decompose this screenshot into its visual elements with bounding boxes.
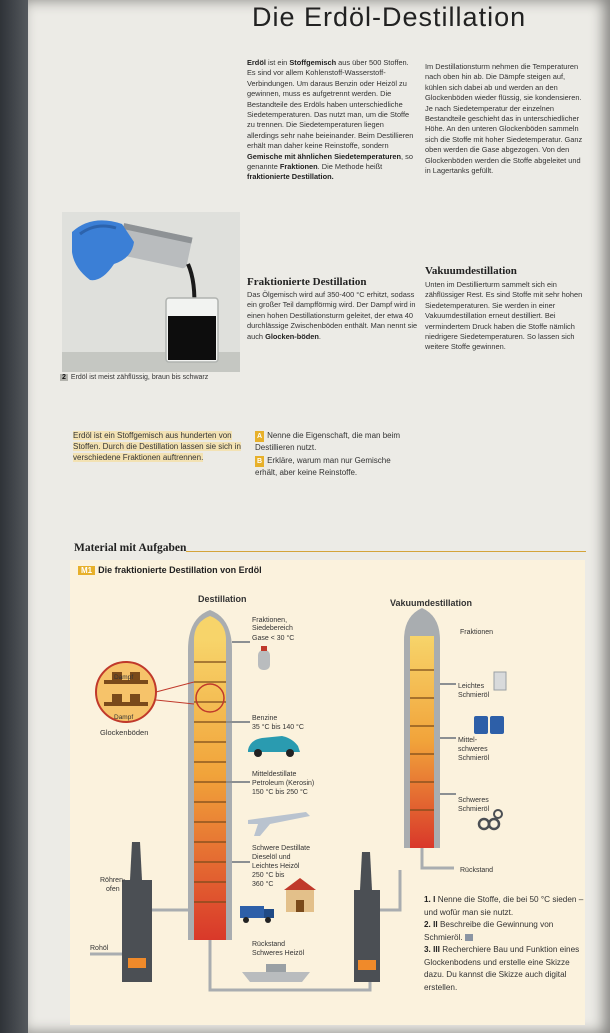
glockenboeden-label: Glockenböden — [100, 728, 149, 737]
intro-bold-fraktionen: Fraktionen — [279, 162, 318, 172]
ship-icon — [242, 964, 310, 982]
intro-bold-erdoel: Erdöl — [247, 58, 266, 67]
schwer-label-3: Leichtes Heizöl — [252, 863, 300, 870]
intro-bold-method: fraktionierte Destillation. — [247, 172, 334, 182]
gase-label: Gase < 30 °C — [252, 635, 295, 642]
caption-text: Erdöl ist meist zähflüssig, braun bis schwarz — [70, 374, 209, 381]
question-2 — [424, 919, 584, 944]
barrel-icon — [474, 716, 504, 734]
question-list — [424, 894, 584, 994]
schwer-label-1: Schwere Destillate — [252, 845, 310, 852]
roehrenofen-label-1: Röhren- — [100, 877, 126, 884]
intro-bold-gemische: Gemische mit ähnlichen Siedetemperaturen — [247, 151, 402, 161]
material-divider — [186, 551, 586, 552]
m1-tag: M1 — [78, 566, 95, 575]
vakuum-column — [404, 608, 440, 848]
gas-bottle-icon — [258, 646, 270, 670]
destillation-title: Destillation — [198, 594, 247, 604]
intro-part: , so genannte — [247, 151, 413, 172]
rueckstand-label-2: Schweres Heizöl — [252, 950, 305, 957]
media-icon — [465, 934, 473, 941]
task-b-text: Erkläre, warum man nur Gemische erhält, aber keine Reinstoffe. — [255, 456, 391, 477]
question-3-text: Recherchiere Bau und Funktion eines Glockenbodens und erstelle eine Skizze dazu. Du kannst die Skizze auch digital erstellen. — [424, 945, 580, 992]
mittel-label-3: 150 °C bis 250 °C — [252, 789, 308, 796]
oil-photo — [62, 212, 240, 372]
intro-tasks — [255, 430, 415, 478]
intro-bold-stoffgemisch: Stoffgemisch — [289, 58, 337, 67]
question-1-number: 1. — [424, 895, 431, 904]
oil-photo-illustration — [62, 212, 240, 372]
vakuum-ofen — [354, 852, 380, 982]
heading-vakuum: Vakuumdestillation — [425, 265, 517, 277]
mittel-s-label-1: Mittel- — [458, 737, 478, 744]
schwer-label-2: Dieselöl und — [252, 854, 291, 861]
vak-rueckstand-label: Rückstand — [460, 867, 494, 874]
summary-text: Erdöl ist ein Stoffgemisch aus hunderten von Stoffen. Durch die Destillation lassen sie sich in verschiedene Fraktionen auftrennen. — [73, 431, 241, 462]
material-heading: Material mit Aufgaben — [74, 542, 187, 554]
siedebereich-header: Siedebereich — [252, 625, 293, 632]
fraktionierte-part: . — [318, 331, 321, 341]
task-a — [255, 430, 415, 453]
dampf-label-2: Dampf — [114, 714, 134, 721]
fraktionierte-part: Das Ölgemisch wird auf 350-400 °C erhitzt, sodass ein großer Teil dampfförmig wird. Der Dampf wird in einen hohen Destillationsturm geleitet, der etwa 40 durchlässige Zwischenböden enthält. Man nennt sie auch — [247, 290, 418, 341]
schwer-label-4: 250 °C bis — [252, 872, 285, 879]
leichtes-label-1: Leichtes — [458, 683, 485, 690]
main-column — [188, 610, 232, 940]
house-icon — [284, 878, 316, 912]
vakuum-title: Vakuumdestillation — [390, 598, 473, 608]
roehrenofen-label-2: ofen — [106, 886, 120, 893]
question-2-text: Beschreibe die Gewinnung von Schmieröl. — [424, 920, 554, 942]
task-b-tag: B — [257, 458, 263, 465]
leichtes-label-2: Schmieröl — [458, 692, 490, 699]
rueckstand-label-1: Rückstand — [252, 941, 286, 948]
column2-text: Im Destillationsturm nehmen die Temperaturen nach oben hin ab. Die Dämpfe steigen auf, kühlen sich dabei ab und werden an den Glockenböden wieder flüssig, sie kondensieren. Je nach Siedetemperatur der einzelnen Bestandteile geschieht das in unterschiedlicher Höhe. An den unteren Glockenböden sammeln sich die Stoffe mit hoher Siedetemperatur. Ganz oben werden die Gase abgezogen. Von den Glockenböden werden die Stoffe abgeleitet und in Lagertanks gefüllt. — [425, 62, 583, 176]
fraktionierte-bold: Glocken-böden — [265, 331, 319, 341]
question-2-level: II — [433, 920, 438, 929]
benzine-label: Benzine — [252, 715, 278, 722]
fraktionierte-text — [247, 290, 419, 342]
vak-fraktionen-label: Fraktionen — [460, 629, 494, 636]
question-3-number: 3. — [424, 945, 431, 954]
summary-box — [73, 430, 243, 463]
rohoel-label: Rohöl — [90, 945, 109, 952]
intro-text — [247, 58, 417, 183]
task-b — [255, 455, 415, 478]
m1-title — [78, 565, 262, 575]
caption-number: 2 — [62, 374, 66, 381]
mittel-s-label-2: schweres — [458, 746, 488, 753]
question-1 — [424, 894, 584, 919]
car-icon — [248, 736, 300, 757]
page-edge — [0, 0, 28, 1033]
roehrenofen — [122, 842, 188, 982]
intro-part: . Die Methode heißt — [317, 162, 383, 172]
question-1-level: I — [433, 895, 436, 904]
fraktionen-header: Fraktionen, — [252, 617, 288, 624]
mittel-label-1: Mitteldestillate — [252, 771, 297, 778]
schwer-s-label-1: Schweres — [458, 797, 489, 804]
m1-title-text: Die fraktionierte Destillation von Erdöl — [98, 565, 262, 575]
schwer-label-5: 360 °C — [252, 881, 274, 888]
vakuum-text: Unten im Destillierturm sammelt sich ein zähflüssiger Rest. Es sind Stoffe mit sehr hohen Siedetemperaturen. Sie werden in einer Vakuumdestillation erneut destilliert. Bei vermindertem Druck haben die Stoffe nämlich niedrigere Siedetemperaturen. So lassen sich weitere Stoffe gewinnen. — [425, 280, 583, 352]
truck-icon — [240, 906, 274, 923]
intro-part: aus über 500 Stoffen. Es sind vor allem Kohlenstoff-Wasserstoff-Verbindungen. Um daraus Benzin oder Heizöl zu gewinnen, muss es aufgetrennt werden. Die Bestandteile des Erdöls haben unterschiedliche Siedetemperaturen. Das nutzt man, um die Stoffe zu trennen. Die Siedetemperaturen liegen allerdings sehr nahe beieinander. Beim Destillieren erhält man daher keine Reinstoffe, sondern — [247, 58, 414, 151]
page-title: Die Erdöl-Destillation — [252, 2, 527, 32]
question-1-text: Nenne die Stoffe, die bei 50 °C sieden – und wofür man sie nutzt. — [424, 895, 584, 917]
photo-caption — [60, 374, 208, 381]
schwer-s-label-2: Schmieröl — [458, 806, 490, 813]
task-a-tag: A — [257, 433, 263, 440]
task-a-text: Nenne die Eigenschaft, die man beim Destillieren nutzt. — [255, 431, 401, 452]
mittel-s-label-3: Schmieröl — [458, 755, 490, 762]
airplane-icon — [248, 812, 310, 836]
heading-fraktionierte: Fraktionierte Destillation — [247, 276, 367, 288]
question-3-level: III — [433, 945, 440, 954]
oil-can-icon — [494, 672, 506, 690]
benzine-range: 35 °C bis 140 °C — [252, 724, 304, 731]
mittel-label-2: Petroleum (Kerosin) — [252, 780, 315, 787]
question-2-number: 2. — [424, 920, 431, 929]
dampf-label-1: Dampf — [114, 674, 134, 681]
question-3 — [424, 944, 584, 994]
intro-part: ist ein — [265, 58, 290, 67]
